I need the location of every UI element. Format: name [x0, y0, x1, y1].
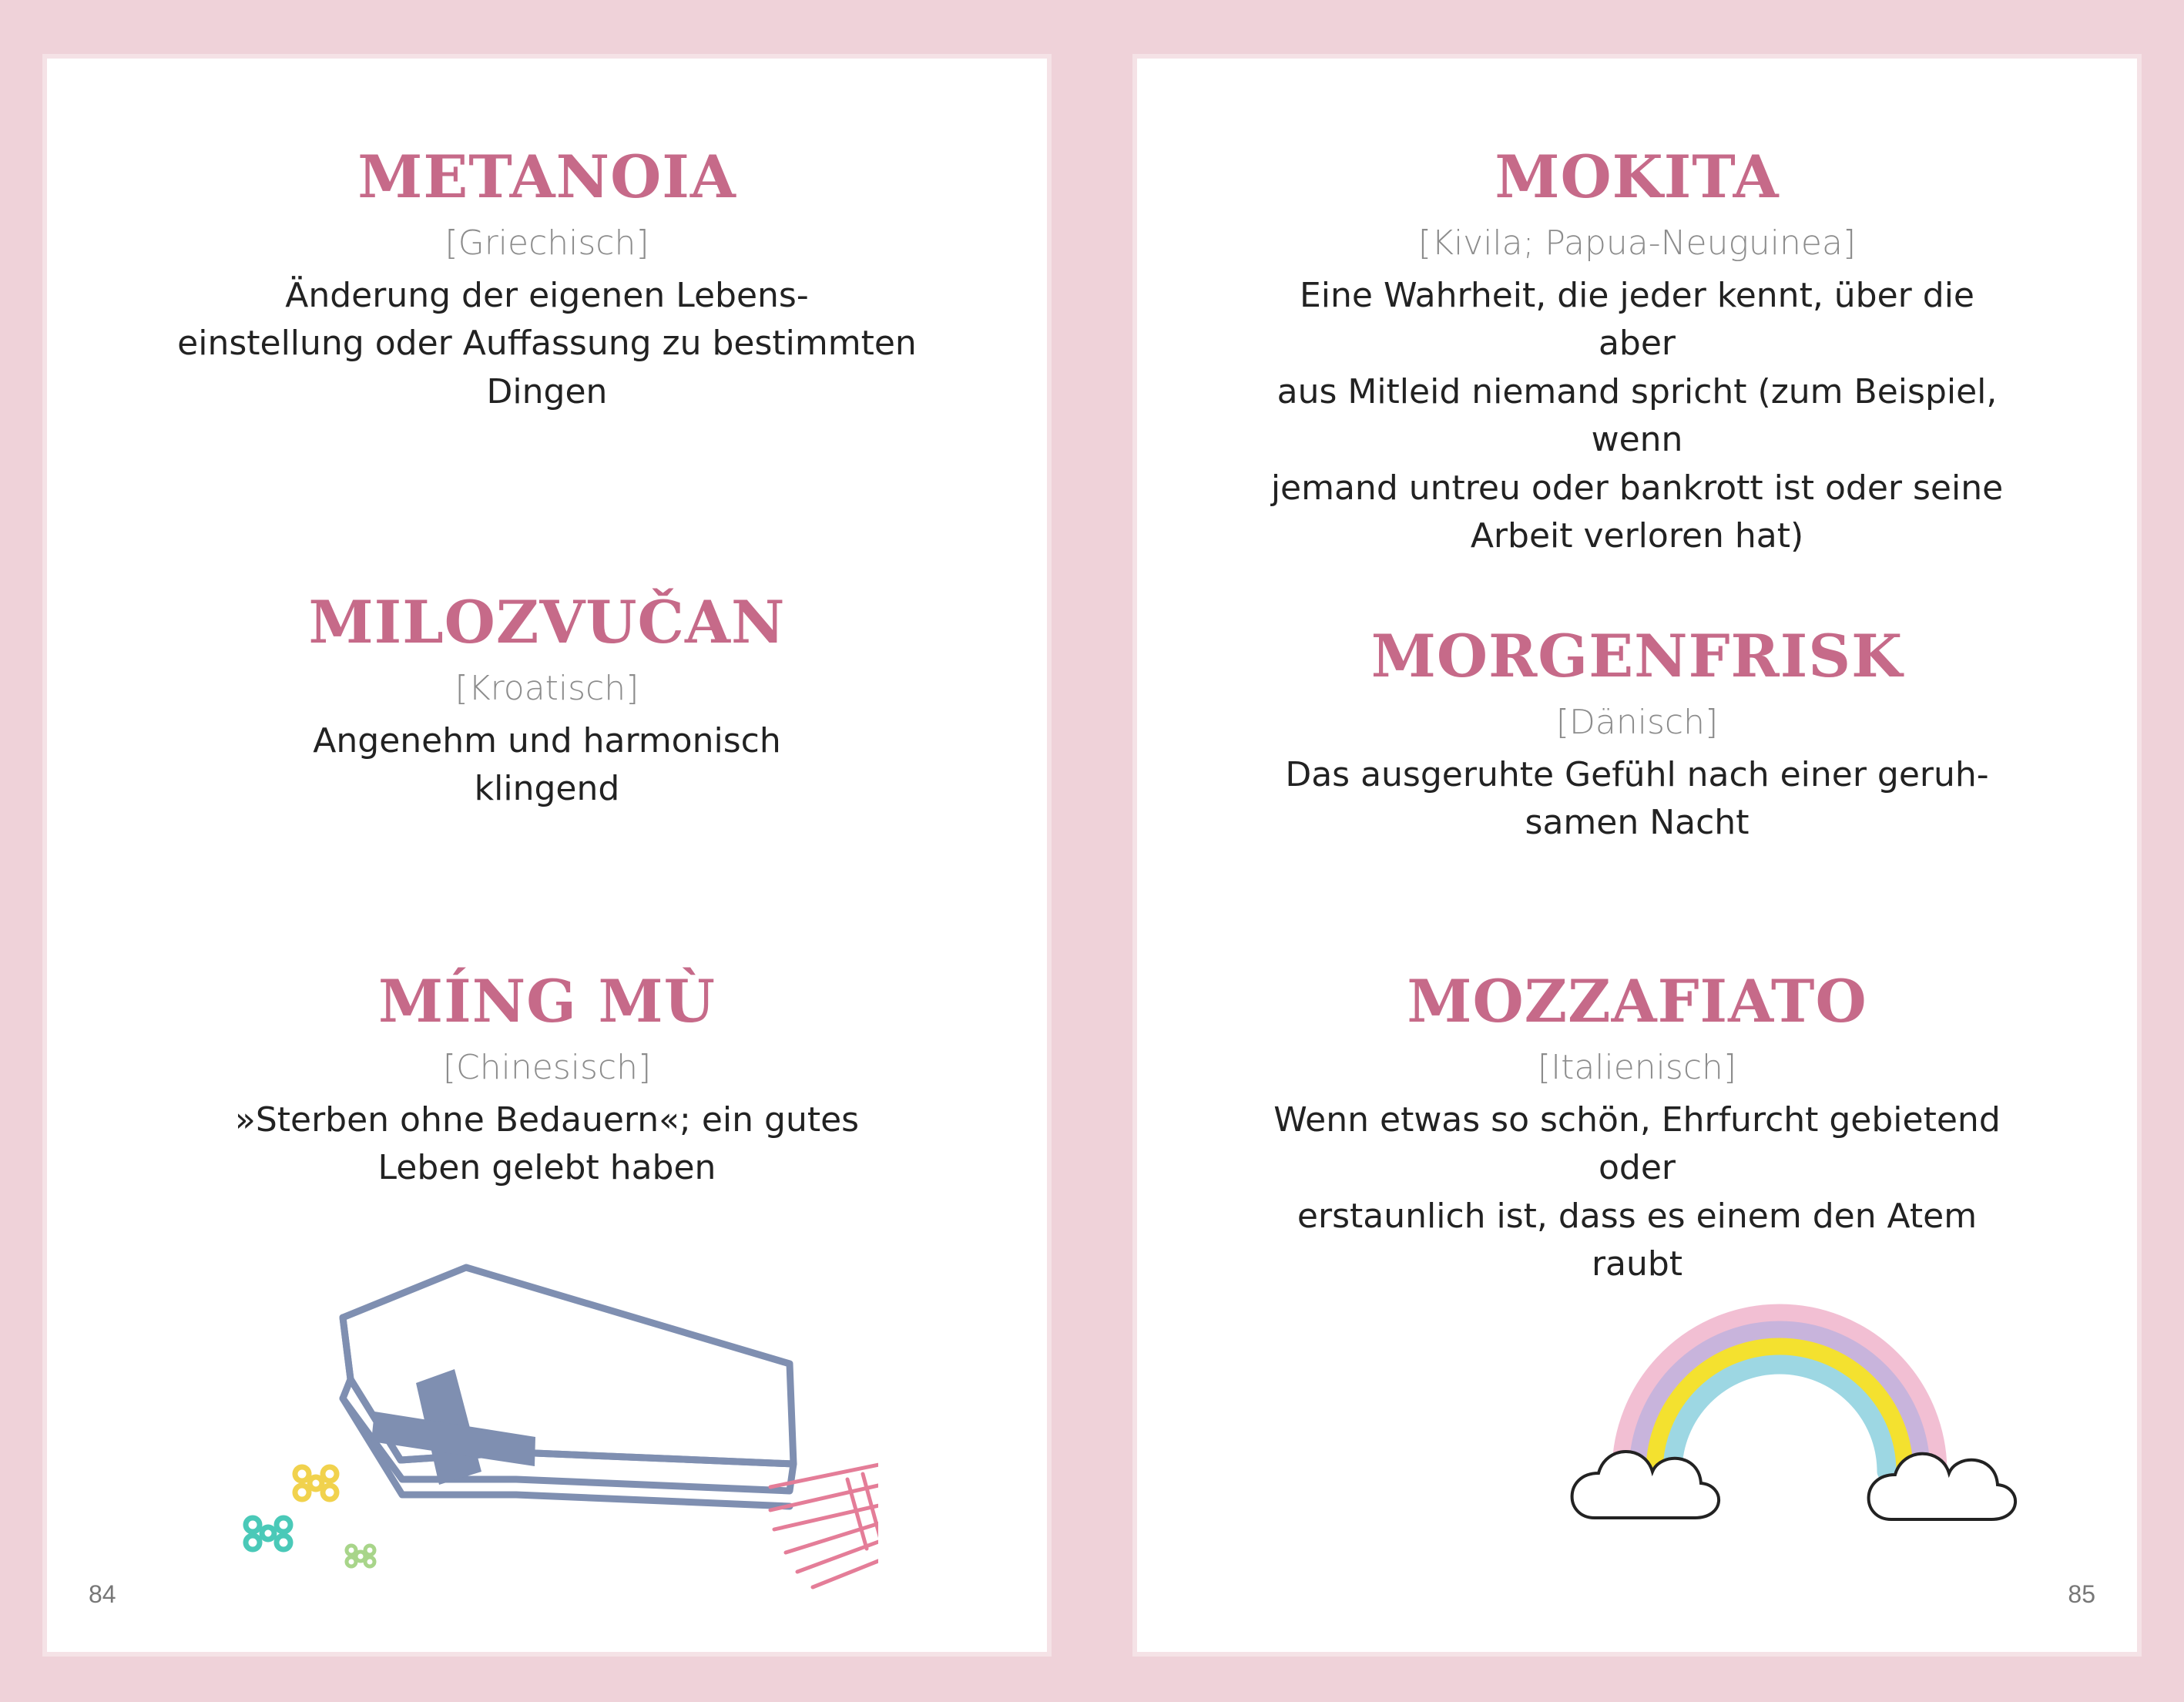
- entry-title: METANOIA: [357, 143, 736, 211]
- entry-ming-mu: [42, 967, 1052, 1193]
- entry-language: [Griechisch]: [445, 223, 649, 263]
- entry-definition: »Sterben ohne Bedauern«; ein gutes Leben gelebt haben: [234, 1099, 860, 1188]
- entry-metanoia: [42, 143, 1052, 416]
- entry-definition: Wenn etwas so schön, Ehrfurcht gebietend oder erstaunlich ist, dass es einem den Atem raubt: [1273, 1099, 2001, 1284]
- left-page: [42, 54, 1052, 1657]
- rainbow-with-clouds-icon: [1533, 1302, 2026, 1572]
- entry-title: MILOZVUČAN: [308, 588, 786, 656]
- entry-mokita: [1132, 143, 2142, 561]
- entry-milozvucan: [42, 588, 1052, 814]
- entry-language: [Kivila; Papua-Neuguinea]: [1417, 223, 1857, 263]
- entry-language: [Italienisch]: [1537, 1047, 1737, 1087]
- entry-title: MÍNG MÙ: [378, 967, 716, 1036]
- page-number: 84: [89, 1580, 116, 1608]
- entry-language: [Kroatisch]: [455, 668, 639, 708]
- entry-language: [Chinesisch]: [442, 1047, 652, 1087]
- entry-title: MORGENFRISK: [1370, 622, 1904, 690]
- entry-definition: Änderung der eigenen Lebens- einstellung oder Auffassung zu bestimmten Dingen: [177, 275, 917, 411]
- entry-mozzafiato: [1132, 967, 2142, 1289]
- entry-language: [Dänisch]: [1555, 702, 1719, 742]
- coffin-with-flowers-icon: [185, 1260, 878, 1614]
- entry-title: MOKITA: [1495, 143, 1780, 211]
- entry-morgenfrisk: [1132, 622, 2142, 848]
- entry-definition: Das ausgeruhte Gefühl nach einer geruh- samen Nacht: [1285, 754, 1989, 843]
- page-number: 85: [2068, 1580, 2095, 1608]
- entry-definition: Eine Wahrheit, die jeder kennt, über die aber aus Mitleid niemand spricht (zum Beispiel, wenn jemand untreu oder bankrott ist oder seine Arbeit verloren hat): [1270, 275, 2004, 556]
- entry-title: MOZZAFIATO: [1407, 967, 1867, 1036]
- right-page: [1132, 54, 2142, 1657]
- entry-definition: Angenehm und harmonisch klingend: [313, 720, 781, 809]
